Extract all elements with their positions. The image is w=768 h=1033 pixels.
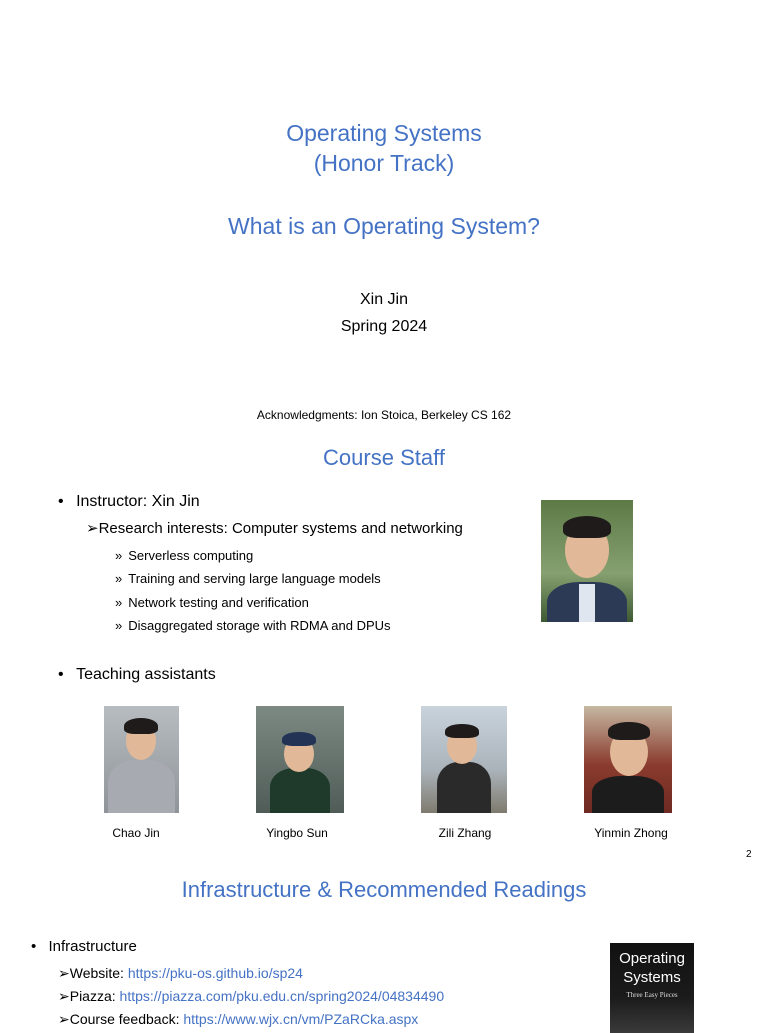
infrastructure-links (58, 962, 444, 1031)
arrow-bullet-icon: ➢ (58, 988, 70, 1004)
instructor-bullet (58, 493, 200, 511)
arrow-bullet-icon: ➢ (58, 965, 70, 981)
ta-photo-yinmin-zhong (584, 706, 672, 813)
ta-bullet (58, 666, 216, 684)
course-title (0, 118, 768, 178)
ta-photo-zili-zhang (421, 706, 507, 813)
ta-name: Zili Zhang (438, 826, 492, 840)
bullet-dot: • (31, 938, 37, 955)
ta-photo-chao-jin (104, 706, 179, 813)
arrow-bullet-icon: ➢ (58, 1011, 70, 1027)
interest-item: » Network testing and verification (115, 594, 309, 610)
research-text: Research interests: Computer systems and networking (98, 520, 463, 537)
infrastructure-heading: Infrastructure (48, 938, 137, 955)
ta-name: Yinmin Zhong (594, 826, 668, 840)
book-subtitle: Three Easy Pieces (626, 991, 678, 999)
research-bullet (86, 519, 463, 537)
piazza-item: ➢Piazza: https://piazza.com/pku.edu.cn/spring2024/04834490 (58, 988, 445, 1004)
author-name: Xin Jin (359, 291, 409, 308)
bullet-dot: • (58, 666, 64, 683)
feedback-link[interactable]: https://www.wjx.cn/vm/PZaRCka.aspx (183, 1011, 419, 1027)
ta-photo-yingbo-sun (256, 706, 344, 813)
instructor-text: Instructor: Xin Jin (76, 493, 200, 510)
book-title-line2: Systems (623, 969, 681, 986)
infrastructure-title: Infrastructure & Recommended Readings (181, 877, 587, 902)
website-link[interactable]: https://pku-os.github.io/sp24 (127, 965, 303, 981)
interests-list (115, 544, 391, 637)
term: Spring 2024 (340, 318, 428, 335)
arrow-bullet-icon: ➢ (86, 520, 99, 537)
ta-heading: Teaching assistants (76, 666, 216, 683)
feedback-item: ➢Course feedback: https://www.wjx.cn/vm/PZaRCka.aspx (58, 1011, 419, 1027)
website-item: ➢Website: https://pku-os.github.io/sp24 (58, 965, 303, 981)
book-title-line1: Operating (619, 950, 685, 967)
interest-item: » Disaggregated storage with RDMA and DPUs (115, 617, 391, 633)
infrastructure-bullet (31, 938, 137, 955)
textbook-cover (610, 943, 694, 1033)
ta-name: Yingbo Sun (266, 826, 328, 840)
lecture-title: What is an Operating System? (228, 213, 540, 239)
ta-name: Chao Jin (112, 826, 160, 840)
instructor-photo (541, 500, 633, 622)
acknowledgments: Acknowledgments: Ion Stoica, Berkeley CS 162 (256, 408, 512, 422)
interest-item: » Serverless computing (115, 548, 254, 563)
interest-item: » Training and serving large language models (115, 571, 381, 587)
page-number: 2 (746, 849, 752, 860)
piazza-link[interactable]: https://piazza.com/pku.edu.cn/spring2024/04834490 (119, 988, 445, 1004)
course-staff-title: Course Staff (323, 445, 445, 470)
course-title-line2: (Honor Track) (313, 150, 455, 176)
bullet-dot: • (58, 493, 64, 510)
course-title-line1: Operating Systems (286, 120, 482, 146)
